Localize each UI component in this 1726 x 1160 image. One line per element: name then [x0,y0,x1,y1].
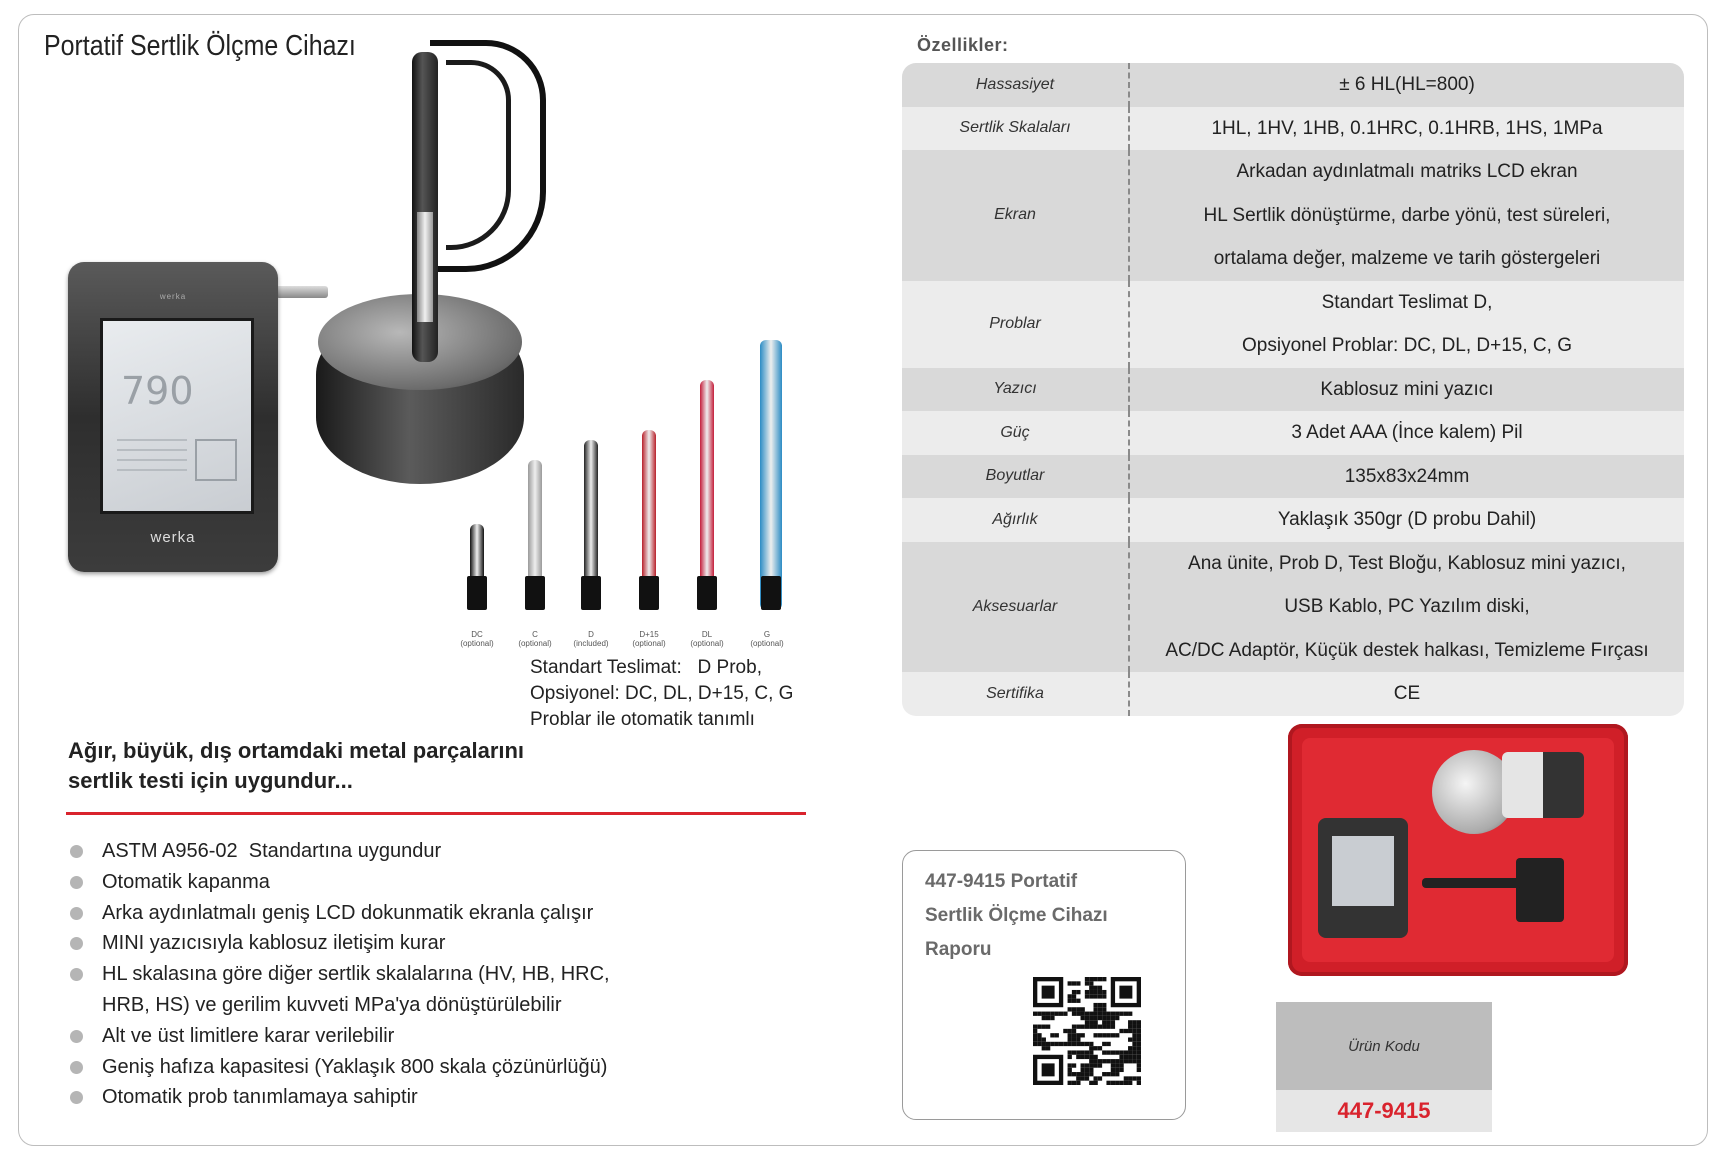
probe-label-note: (optional) [690,639,724,648]
tagline-line1: Ağır, büyük, dış ortamdaki metal parçalarını [68,738,525,763]
feature-item: ASTM A956-02 Standartına uygundur [70,836,610,867]
probe-tip [467,576,487,610]
device-screen [100,318,254,514]
carrying-case-image [1288,724,1628,976]
probe-dc [470,524,484,610]
spec-row [902,368,1684,412]
spec-value-line: HL Sertlik dönüştürme, darbe yönü, test süreleri, [1203,204,1611,226]
feature-item: HL skalasına göre diğer sertlik skalalarına (HV, HB, HRC, [70,959,610,990]
case-device [1318,818,1408,938]
impact-probe-shaft [417,212,433,322]
spec-row [902,107,1684,151]
probe-dl [700,380,714,610]
probe-label [629,630,669,648]
spec-value [1130,107,1684,151]
product-code-value: 447-9415 [1276,1090,1492,1132]
bullet-icon [70,1091,83,1104]
spec-row [902,455,1684,499]
probe-lineup [460,340,850,650]
spec-row [902,542,1684,673]
impact-probe [412,52,438,362]
spec-value [1130,281,1684,368]
spec-value-line: ortalama değer, malzeme ve tarih göstergeleri [1213,248,1601,269]
probe-label-name: D+15 [639,630,659,639]
probe-label-name: G [763,630,771,639]
feature-item: MINI yazıcısıyla kablosuz iletişim kurar [70,928,610,959]
spec-key: Güç [902,411,1130,455]
spec-value-line: Kablosuz mini yazıcı [1320,378,1494,400]
bullet-icon [70,1030,83,1043]
probe-tip [761,576,781,610]
feature-item: Alt ve üst limitlere karar verilebilir [70,1021,610,1052]
spec-row [902,498,1684,542]
spec-value [1130,455,1684,499]
spec-value-line: Arkadan aydınlatmalı matriks LCD ekran [1236,161,1578,182]
probe-label-note: (optional) [460,639,494,648]
bullet-icon [70,845,83,858]
probe-tip [581,576,601,610]
specs-heading: Özellikler: [917,35,1009,55]
feature-item: Otomatik prob tanımlamaya sahiptir [70,1082,610,1113]
probe-label [747,630,787,648]
standard-delivery-line3: Problar ile otomatik tanımlı [530,709,755,730]
spec-key: Boyutlar [902,455,1130,499]
screen-info-lines [117,439,187,441]
hardness-tester-device [68,262,278,572]
spec-key: Sertlik Skalaları [902,107,1130,151]
bullet-icon [70,907,83,920]
feature-list [70,836,610,1113]
tagline-line2: sertlik testi için uygundur... [68,768,353,793]
feature-item: Arka aydınlatmalı geniş LCD dokunmatik ekranla çalışır [70,898,610,929]
spec-value-line: ± 6 HL(HL=800) [1339,74,1475,95]
probe-label-note: (optional) [518,639,552,648]
spec-value [1130,150,1684,281]
probe-label-name: C [532,630,538,639]
spec-value-line: Ana ünite, Prob D, Test Bloğu, Kablosuz mini yazıcı, [1188,552,1626,574]
spec-value [1130,63,1684,107]
spec-value-line: 3 Adet AAA (İnce kalem) Pil [1291,422,1523,443]
red-divider [66,812,806,815]
screen-reading: 790 [121,369,194,413]
probe-label-note: (optional) [750,639,784,648]
spec-value-line: Standart Teslimat D, [1321,291,1493,313]
bullet-icon [70,937,83,950]
case-inner [1302,738,1614,962]
qr-code-icon[interactable] [1033,977,1141,1085]
spec-key: Ekran [902,150,1130,281]
spec-row [902,672,1684,716]
spec-value [1130,542,1684,673]
spec-row [902,411,1684,455]
bullet-icon [70,876,83,889]
spec-key: Sertifika [902,672,1130,716]
probe-label-note: (included) [573,639,609,648]
case-printer [1502,752,1584,818]
specs-table [902,63,1684,716]
standard-delivery-caption [530,655,793,733]
probe-tip [697,576,717,610]
probe-label [457,630,497,648]
probe-label-name: DC [471,630,483,639]
probe-label [687,630,727,648]
report-title [925,865,1108,967]
report-line3: Raporu [925,939,992,960]
feature-item-continuation: HRB, HS) ve gerilim kuvveti MPa'ya dönüştürülebilir [102,993,562,1016]
spec-key: Problar [902,281,1130,368]
standard-delivery-line2: Opsiyonel: DC, DL, D+15, C, G [530,683,794,704]
spec-value-line: 135x83x24mm [1344,465,1470,487]
spec-key: Ağırlık [902,498,1130,542]
probe-label-note: (optional) [632,639,666,648]
report-box [902,850,1186,1120]
spec-value-line: 1HL, 1HV, 1HB, 0.1HRC, 0.1HRB, 1HS, 1MPa [1211,117,1603,139]
spec-key: Yazıcı [902,368,1130,412]
case-adapter [1516,858,1564,922]
probe-label [571,630,611,648]
spec-value [1130,672,1684,716]
spec-value-line: CE [1393,683,1421,704]
spec-value-line: USB Kablo, PC Yazılım diski, [1284,596,1530,617]
tagline [68,736,524,796]
spec-value-line: Yaklaşık 350gr (D probu Dahil) [1277,509,1537,530]
spec-value [1130,411,1684,455]
standard-delivery-line1: Standart Teslimat: D Prob, [530,657,762,678]
feature-item: Geniş hafıza kapasitesi (Yaklaşık 800 skala çözünürlüğü) [70,1052,610,1083]
spec-row [902,281,1684,368]
report-line2: Sertlik Ölçme Cihazı [925,905,1108,926]
probe-label-name: D [588,630,594,639]
probe-cable-loop [446,60,511,250]
probe-tip [525,576,545,610]
probe-d [584,440,598,610]
spec-row [902,63,1684,107]
probe-g [760,340,782,610]
spec-row [902,150,1684,281]
probe-c [528,460,542,610]
spec-value-line: AC/DC Adaptör, Küçük destek halkası, Temizleme Fırçası [1165,639,1649,661]
spec-key: Hassasiyet [902,63,1130,107]
probe-dplus15 [642,430,656,610]
product-code-label: Ürün Kodu [1276,1002,1492,1090]
report-line1: 447-9415 Portatif [925,871,1078,892]
screen-indicator-box [195,439,237,481]
probe-label [515,630,555,648]
case-probe [1422,878,1522,888]
spec-value [1130,498,1684,542]
device-brand: werka [150,529,196,546]
spec-value-line: Opsiyonel Problar: DC, DL, D+15, C, G [1242,335,1572,356]
page-title: Portatif Sertlik Ölçme Cihazı [44,30,356,62]
probe-label-name: DL [701,630,713,639]
cable-connector [276,286,328,298]
probe-tip [639,576,659,610]
bullet-icon [70,968,83,981]
device-top-label: werka [159,292,187,301]
spec-value [1130,368,1684,412]
spec-key: Aksesuarlar [902,542,1130,673]
bullet-icon [70,1061,83,1074]
feature-item: Otomatik kapanma [70,867,610,898]
